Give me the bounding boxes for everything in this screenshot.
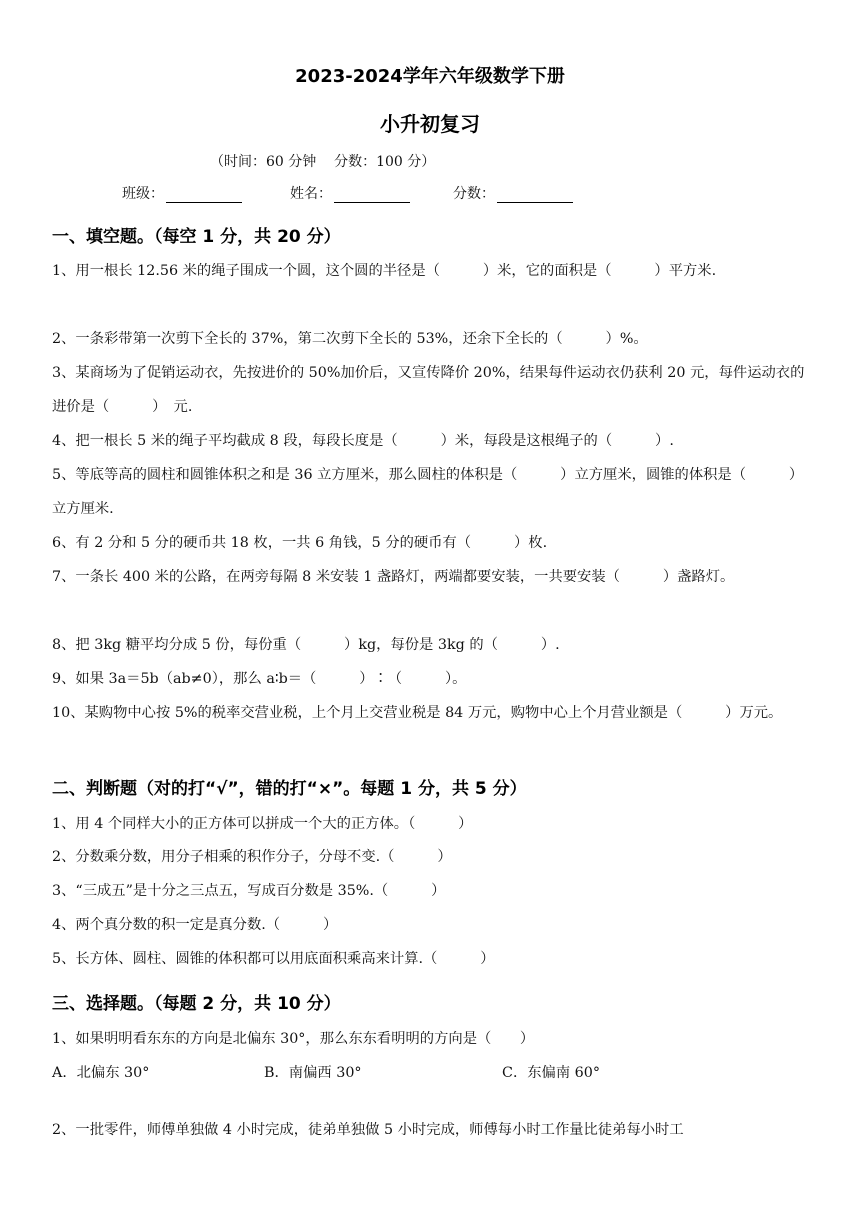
fill-question-8: 8、把 3kg 糖平均分成 5 份，每份重（ ）kg，每份是 3kg 的（ ）. bbox=[52, 637, 560, 653]
fill-question-4: 4、把一根长 5 米的绳子平均截成 8 段，每段长度是（ ）米，每段是这根绳子的（ ）. bbox=[52, 433, 674, 449]
exam-meta: （时间：60 分钟 分数：100 分） bbox=[210, 154, 436, 170]
choice-option-b[interactable]: B．南偏西 30° bbox=[264, 1065, 362, 1081]
class-label: 班级： bbox=[122, 186, 164, 202]
choice-question-2: 2、一批零件，师傅单独做 4 小时完成，徒弟单独做 5 小时完成，师傅每小时工作量比徒弟每小时工 bbox=[52, 1122, 684, 1138]
choice-question-1: 1、如果明明看东东的方向是北偏东 30°，那么东东看明明的方向是（ ） bbox=[52, 1031, 535, 1047]
judge-question-1: 1、用 4 个同样大小的正方体可以拼成一个大的正方体。（ ） bbox=[52, 816, 473, 832]
judge-question-3: 3、“三成五”是十分之三点五，写成百分数是 35%.（ ） bbox=[52, 883, 446, 899]
score-label: 分数： bbox=[453, 186, 495, 202]
name-label: 姓名： bbox=[290, 186, 332, 202]
judge-question-4: 4、两个真分数的积一定是真分数.（ ） bbox=[52, 917, 338, 933]
section-fill-heading: 一、填空题。（每空 1 分，共 20 分） bbox=[52, 227, 341, 247]
fill-question-10: 10、某购物中心按 5%的税率交营业税，上个月上交营业税是 84 万元，购物中心上个月营业额是（ ）万元。 bbox=[52, 705, 783, 721]
choice-option-a[interactable]: A．北偏东 30° bbox=[52, 1065, 150, 1081]
fill-question-6: 6、有 2 分和 5 分的硬币共 18 枚，一共 6 角钱，5 分的硬币有（ ）枚. bbox=[52, 535, 548, 551]
class-field bbox=[122, 183, 242, 203]
exam-subtitle: 小升初复习 bbox=[380, 112, 480, 136]
fill-question-7: 7、一条长 400 米的公路，在两旁每隔 8 米安装 1 盏路灯，两端都要安装，一共要安装（ ）盏路灯。 bbox=[52, 569, 735, 585]
choice-question-1-options bbox=[52, 1056, 812, 1090]
judge-question-2: 2、分数乘分数，用分子相乘的积作分子，分母不变.（ ） bbox=[52, 849, 452, 865]
choice-option-c[interactable]: C．东偏南 60° bbox=[502, 1065, 601, 1081]
fill-question-1: 1、用一根长 12.56 米的绳子围成一个圆，这个圆的半径是（ ）米，它的面积是（ ）平方米. bbox=[52, 263, 717, 279]
name-field bbox=[290, 183, 410, 203]
fill-question-3: 3、某商场为了促销运动衣，先按进价的 50%加价后，又宣传降价 20%，结果每件运动衣仍获利 20 元，每件运动衣的进价是（ ） 元. bbox=[52, 365, 805, 415]
section-choice-heading: 三、选择题。（每题 2 分，共 10 分） bbox=[52, 994, 341, 1014]
judge-question-5: 5、长方体、圆柱、圆锥的体积都可以用底面积乘高来计算.（ ） bbox=[52, 951, 495, 967]
score-field bbox=[453, 183, 573, 203]
name-blank[interactable] bbox=[334, 188, 410, 203]
fill-question-2: 2、一条彩带第一次剪下全长的 37%，第二次剪下全长的 53%，还余下全长的（ ）%。 bbox=[52, 331, 648, 347]
exam-title: 2023-2024学年六年级数学下册 bbox=[295, 66, 565, 87]
class-blank[interactable] bbox=[166, 188, 242, 203]
fill-question-5: 5、等底等高的圆柱和圆锥体积之和是 36 立方厘米，那么圆柱的体积是（ ）立方厘米，圆锥的体积是（ ）立方厘米. bbox=[52, 467, 804, 517]
fill-question-9: 9、如果 3a＝5b（ab≠0），那么 a∶b＝（ ）∶（ ）。 bbox=[52, 671, 467, 687]
score-blank[interactable] bbox=[497, 188, 573, 203]
section-judge-heading: 二、判断题（对的打“√”，错的打“×”。每题 1 分，共 5 分） bbox=[52, 779, 527, 799]
